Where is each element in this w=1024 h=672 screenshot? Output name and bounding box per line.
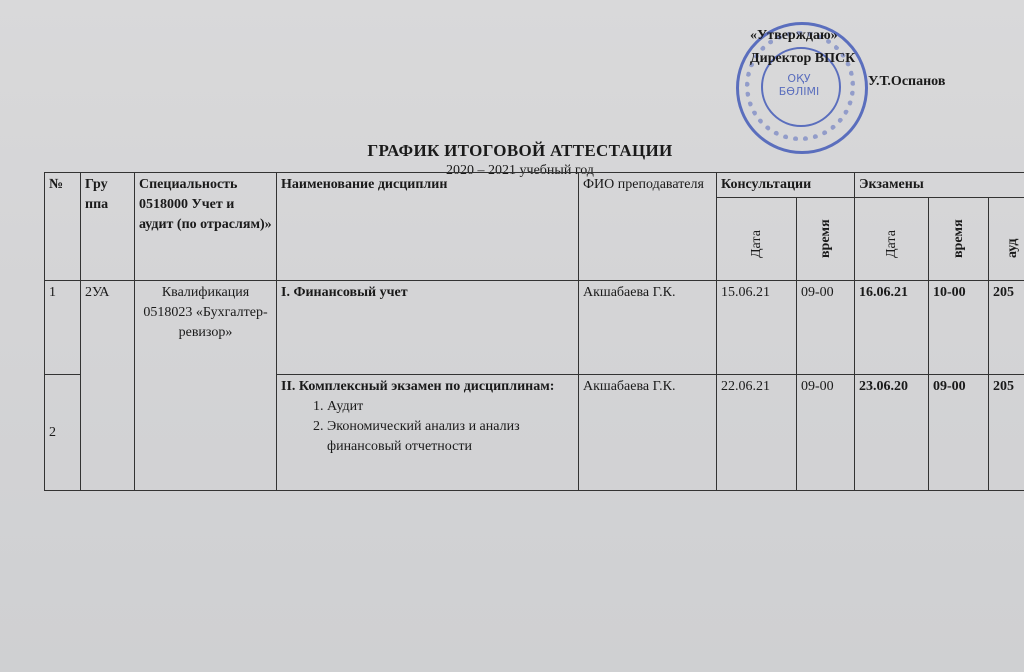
attestation-schedule-table <box>44 172 1024 491</box>
header-room: ауд <box>989 198 1024 281</box>
discipline-cell <box>277 375 579 491</box>
director-title: Директор ВПСК <box>750 51 856 66</box>
list-item: 2. Экономический анализ и анализ финансовый отчетности <box>327 417 574 457</box>
teacher-cell: Акшабаева Г.К. <box>579 375 717 491</box>
exam-date-cell: 16.06.21 <box>855 281 929 375</box>
exam-date-cell: 23.06.20 <box>855 375 929 491</box>
discipline-heading: II. Комплексный экзамен по дисциплинам: <box>281 379 555 394</box>
discipline-cell: I. Финансовый учет <box>277 281 579 375</box>
group-cell: 2УА <box>81 281 135 491</box>
header-discipline: Наименование дисциплин <box>277 173 579 281</box>
row-num: 2 <box>45 375 81 491</box>
room-cell: 205 <box>989 375 1024 491</box>
header-consultations: Консультации <box>717 173 855 198</box>
header-exams: Экзамены <box>855 173 1024 198</box>
header-exam-time: время <box>929 198 989 281</box>
qualification-cell: Квалификация 0518023 «Бухгалтер-ревизор» <box>135 281 277 491</box>
header-consult-time: время <box>797 198 855 281</box>
row-num: 1 <box>45 281 81 375</box>
document-title: ГРАФИК ИТОГОВОЙ АТТЕСТАЦИИ <box>367 141 673 160</box>
header-specialty: Специальность 0518000 Учет и аудит (по отраслям)» <box>135 173 277 281</box>
consult-time-cell: 09-00 <box>797 281 855 375</box>
document-subtitle: 2020 – 2021 учебный год <box>446 163 594 178</box>
list-item: 1. Аудит <box>327 397 574 417</box>
header-num: № <box>45 173 81 281</box>
approval-block <box>750 24 945 93</box>
header-consult-date: Дата <box>717 198 797 281</box>
consult-time-cell: 09-00 <box>797 375 855 491</box>
header-exam-date: Дата <box>855 198 929 281</box>
approval-heading: «Утверждаю» <box>750 28 838 43</box>
room-cell: 205 <box>989 281 1024 375</box>
table-row <box>45 281 1024 375</box>
header-teacher: ФИО преподавателя <box>579 173 717 281</box>
director-signature-name: У.Т.Оспанов <box>868 74 946 89</box>
discipline-sublist <box>281 397 574 457</box>
exam-time-cell: 09-00 <box>929 375 989 491</box>
teacher-cell: Акшабаева Г.К. <box>579 281 717 375</box>
consult-date-cell: 15.06.21 <box>717 281 797 375</box>
stamp-label: ОҚУ БӨЛІМІ <box>778 72 820 98</box>
consult-date-cell: 22.06.21 <box>717 375 797 491</box>
exam-time-cell: 10-00 <box>929 281 989 375</box>
header-group: Гру ппа <box>81 173 135 281</box>
